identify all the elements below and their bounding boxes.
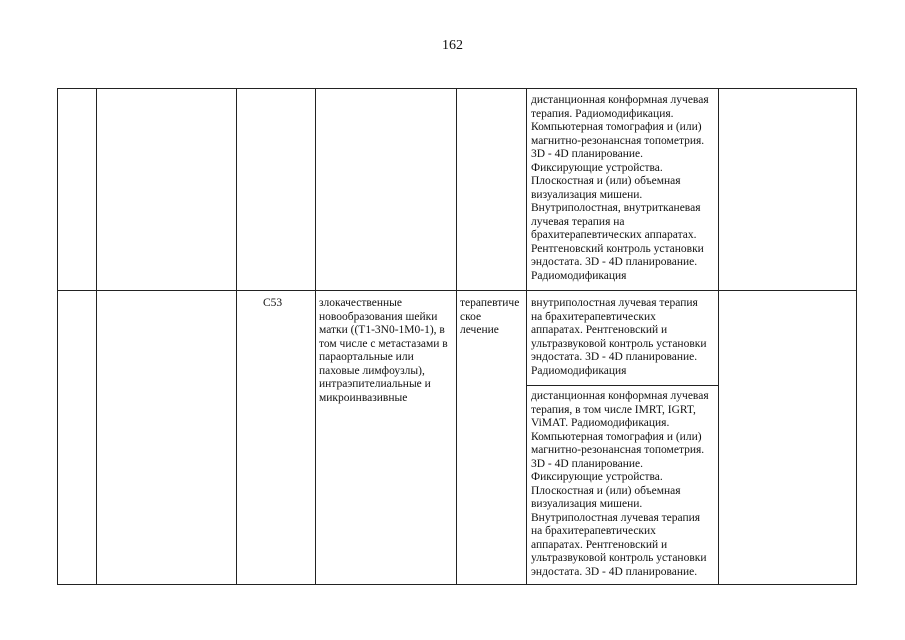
diagnosis-cell: злокачественные новообразования шейки матки ((T1-3N0-1M0-1), в том числе с метастазами в параортальные или паховые лимфоузлы), интраэпителиальные и микроинвазивные [319, 297, 448, 404]
col-border-2 [236, 88, 237, 585]
col-border-3 [315, 88, 316, 585]
col-border-6 [718, 88, 719, 585]
method-cell-row2a: внутриполостная лучевая терапия на брахитерапевтических аппаратах. Рентгеновский и ультразвуковой контроль установки эндостата. 3D - 4D планирование. Радиомодификация [531, 297, 707, 377]
col-border-5 [526, 88, 527, 585]
col-border-1 [96, 88, 97, 585]
table-top-border [57, 88, 857, 89]
col-border-0 [57, 88, 58, 585]
page-number: 162 [442, 38, 463, 53]
row-divider [57, 290, 857, 291]
col-border-7 [856, 88, 857, 585]
method-cell-row1: дистанционная конформная лучевая терапия. Радиомодификация. Компьютерная томография и (или) магнитно-резонансная топометрия. 3D - 4D планирование. Фиксирующие устройства. Плоскостная и (или) объемная визуализация мишени. Внутриполостная, внутритканевая лучевая терапия на брахитерапевтических аппаратах. Рентгеновский контроль установки эндостата. 3D - 4D планирование. Радиомодификация [531, 94, 709, 282]
treatment-type-cell: терапевтиче ское лечение [460, 297, 520, 336]
method-cell-row2b: дистанционная конформная лучевая терапия, в том числе IMRT, IGRT, ViMAT. Радиомодификация. Компьютерная томография и (или) магнитно-резонансная топометрия. 3D - 4D планирование. Фиксирующие устройства. Плоскостная и (или) объемная визуализация мишени. Внутриполостная лучевая терапия на брахитерапевтических аппаратах. Рентгеновский и ультразвуковой контроль установки эндостата. 3D - 4D планирование. [531, 390, 709, 578]
table-bottom-border [57, 584, 857, 585]
code-cell: C53 [263, 297, 283, 309]
subrow-divider [526, 385, 718, 386]
